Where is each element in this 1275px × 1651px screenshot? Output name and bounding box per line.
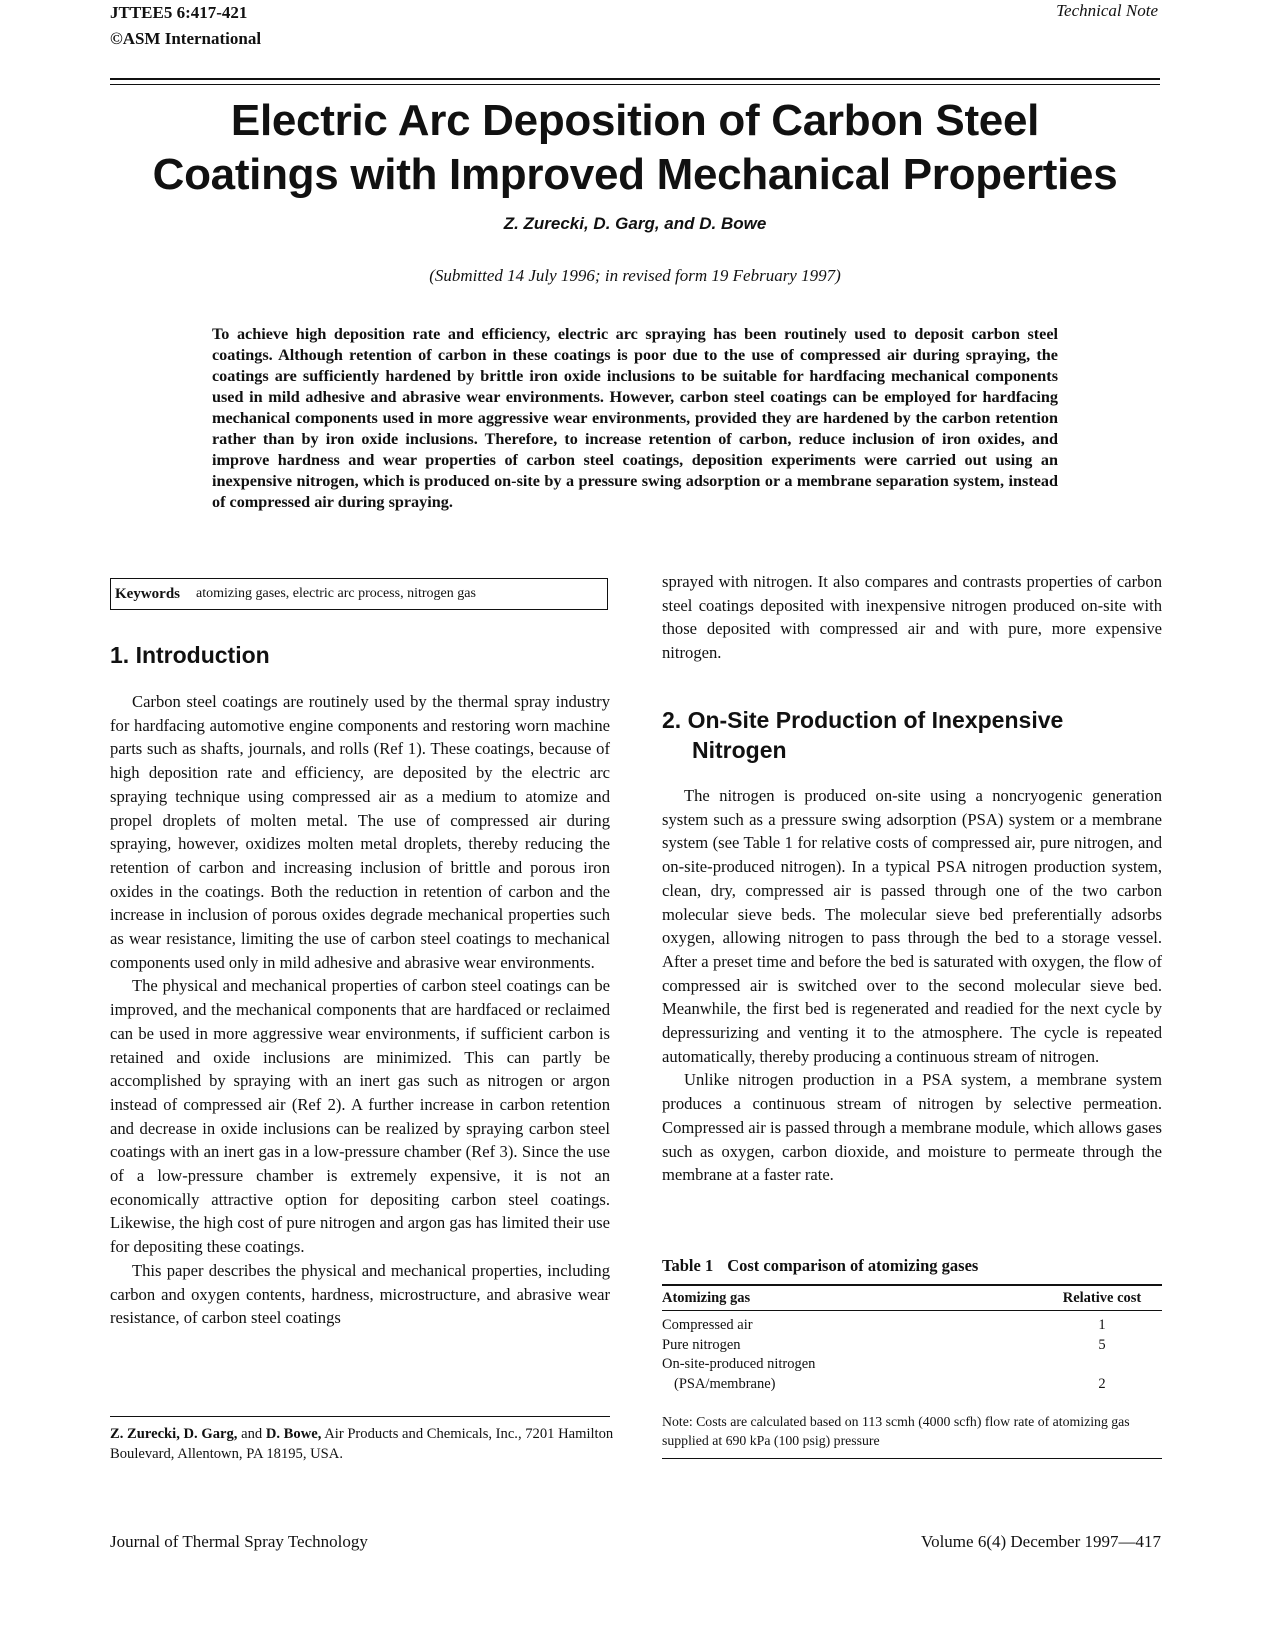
right-column-continuation bbox=[662, 570, 1162, 665]
header-rule bbox=[110, 78, 1160, 80]
paragraph: The physical and mechanical properties of carbon steel coatings can be improved, and the mechanical components that are hardfaced or reclaimed can be used in more aggressive wear environments, if sufficient carbon is retained and oxide inclusions are minimized. This can partly be accomplished by spraying with an inert gas such as nitrogen or argon instead of compressed air (Ref 2). A further increase in carbon retention and decrease in oxide inclusions can be realized by spraying carbon steel coatings with an inert gas in a low-pressure chamber (Ref 3). Since the use of a low-pressure chamber is extremely expensive, it is not an economically attractive option for depositing carbon steel coatings. Likewise, the high cost of pure nitrogen and argon gas has limited their use for depositing these coatings. bbox=[110, 976, 610, 1257]
keywords-label: Keywords bbox=[115, 585, 180, 602]
keywords-box bbox=[110, 578, 608, 610]
table-cell bbox=[1042, 1355, 1162, 1375]
table-cell: On-site-produced nitrogen bbox=[662, 1356, 816, 1372]
title-line-1: Electric Arc Deposition of Carbon Steel bbox=[230, 96, 1040, 145]
table-row bbox=[662, 1316, 1162, 1336]
affiliation-rule bbox=[110, 1416, 610, 1417]
paragraph: sprayed with nitrogen. It also compares and contrasts properties of carbon steel coatings deposited with inexpensive nitrogen produced on-site with those deposited with compressed air and with pure, more expensive nitrogen. bbox=[662, 572, 1162, 663]
paragraph: This paper describes the physical and mechanical properties, including carbon and oxygen contents, hardness, microstructure, and abrasive wear resistance, of carbon steel coatings bbox=[110, 1260, 610, 1328]
table-cell: 2 bbox=[1098, 1375, 1106, 1392]
affiliation bbox=[110, 1424, 620, 1464]
abstract: To achieve high deposition rate and efficiency, electric arc spraying has been routinely used to deposit carbon steel coatings. Although retention of carbon in these coatings is poor due to the use of compressed air during spraying, the coatings are sufficiently hardened by brittle iron oxide inclusions to be suitable for hardfacing mechanical components used in mild adhesive and abrasive wear environments. However, carbon steel coatings can be employed for hardfacing mechanical components used in more aggressive wear environments, provided they are hardened by the carbon retention rather than by iron oxide inclusions. Therefore, to increase retention of carbon, reduce inclusion of iron oxides, and improve hardness and wear properties of carbon steel coatings, deposition experiments were carried out using an inexpensive nitrogen, which is produced on-site by a pressure swing adsorption or a membrane separation system, instead of compressed air during spraying. bbox=[212, 325, 1058, 511]
submission-dates: (Submitted 14 July 1996; in revised form 19 February 1997) bbox=[429, 266, 841, 285]
table-rule-bottom bbox=[662, 1458, 1162, 1459]
table-rule-header bbox=[662, 1310, 1162, 1311]
heading-line-1: 2. On-Site Production of Inexpensive bbox=[662, 707, 1064, 733]
keywords-value: atomizing gases, electric arc process, nitrogen gas bbox=[196, 586, 476, 601]
authors: Z. Zurecki, D. Garg, and D. Bowe bbox=[503, 214, 767, 233]
running-header-left bbox=[110, 0, 261, 52]
left-column-body bbox=[110, 690, 610, 1330]
table-body bbox=[662, 1316, 1162, 1394]
table-header-row bbox=[662, 1290, 1162, 1307]
table-cell: 5 bbox=[1098, 1336, 1106, 1353]
paragraph: Unlike nitrogen production in a PSA system, a membrane system produces a continuous stream of nitrogen by selective permeation. Compressed air is passed through a membrane module, which allows gases such as oxygen, carbon dioxide, and moisture to permeate through the membrane at a faster rate. bbox=[662, 1070, 1162, 1185]
section-heading-onsite-production bbox=[662, 705, 1162, 765]
paper-title bbox=[110, 94, 1160, 202]
heading-line-2: Nitrogen bbox=[692, 737, 787, 763]
paragraph: Carbon steel coatings are routinely used by the thermal spray industry for hardfacing automotive engine components and restoring worn machine parts such as shafts, journals, and rolls (Ref 1). These coatings, because of high deposition rate and efficiency, are deposited by the electric arc spraying technique using compressed air as a medium to atomize and propel droplets of molten metal. The use of compressed air during spraying, however, oxidizes molten metal droplets, thereby reducing the retention of carbon and increasing inclusion of brittle and porous iron oxides in the coatings. Both the reduction in retention of carbon and the increase in inclusion of porous oxides degrade mechanical properties such as wear resistance, limiting the use of carbon steel coatings to mechanical components used only in mild adhesive and abrasive wear environments. bbox=[110, 692, 610, 972]
copyright: ©ASM International bbox=[110, 29, 262, 48]
title-line-2: Coatings with Improved Mechanical Properties bbox=[152, 150, 1118, 199]
table-header-cell: Atomizing gas bbox=[662, 1290, 751, 1306]
affiliation-names: Z. Zurecki, D. Garg, bbox=[110, 1426, 238, 1442]
table-header-cell: Relative cost bbox=[1062, 1290, 1142, 1306]
footer-journal: Journal of Thermal Spray Technology bbox=[110, 1532, 368, 1551]
table-cell: 1 bbox=[1098, 1317, 1106, 1333]
table-cell: Pure nitrogen bbox=[662, 1336, 741, 1353]
header-rule-thin bbox=[110, 84, 1160, 85]
table-row bbox=[662, 1375, 1162, 1395]
table-row bbox=[662, 1336, 1162, 1356]
section-heading-introduction: 1. Introduction bbox=[110, 642, 270, 668]
article-type: Technical Note bbox=[1056, 1, 1158, 20]
table-number: Table 1 bbox=[662, 1256, 714, 1275]
journal-code: JTTEE5 6:417-421 bbox=[110, 3, 248, 22]
affiliation-address: Air Products and Chemicals, Inc., 7201 Hamilton Boulevard, Allentown, PA 18195, USA. bbox=[110, 1426, 614, 1462]
table-cell: (PSA/membrane) bbox=[674, 1375, 776, 1392]
affiliation-last-name: D. Bowe, bbox=[265, 1426, 322, 1442]
table-row bbox=[662, 1355, 1162, 1375]
affiliation-and: and bbox=[241, 1426, 263, 1442]
table-note: Note: Costs are calculated based on 113 scmh (4000 scfh) flow rate of atomizing gas supplied at 690 kPa (100 psig) pressure bbox=[662, 1414, 1130, 1448]
footer-volume: Volume 6(4) December 1997—417 bbox=[921, 1532, 1161, 1551]
paragraph: The nitrogen is produced on-site using a noncryogenic generation system such as a pressure swing adsorption (PSA) system or a membrane system (see Table 1 for relative costs of compressed air, pure nitrogen, and on-site-produced nitrogen). In a typical PSA nitrogen production system, clean, dry, compressed air is passed through one of the two carbon molecular sieve beds. The molecular sieve bed preferentially adsorbs oxygen, allowing nitrogen to pass through the bed to a storage vessel. After a preset time and before the bed is saturated with oxygen, the flow of compressed air is switched over to the second molecular sieve bed. Meanwhile, the first bed is regenerated and readied for the next cycle by depressurizing and venting it to the atmosphere. The cycle is repeated automatically, thereby producing a continuous stream of nitrogen. bbox=[662, 786, 1162, 1066]
table-rule-top bbox=[662, 1284, 1162, 1286]
right-column-body bbox=[662, 784, 1162, 1187]
table-caption bbox=[662, 1256, 978, 1276]
table-title: Cost comparison of atomizing gases bbox=[727, 1256, 979, 1275]
table-cell: Compressed air bbox=[662, 1317, 753, 1333]
